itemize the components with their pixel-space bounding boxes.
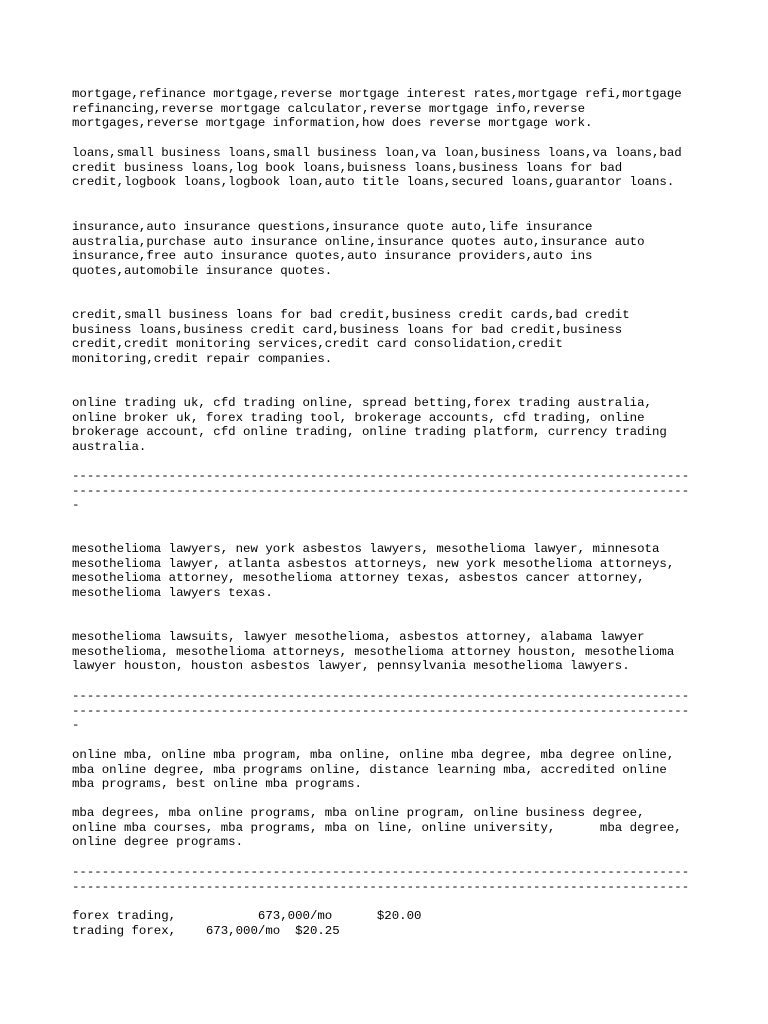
forex-price-table: forex trading, 673,000/mo $20.00 trading forex, 673,000/mo $20.25 [72, 909, 422, 938]
dashed-separator: ----------------------------------------------------------------------------------- ----------------------------------------------------------------------------------- [72, 865, 690, 894]
dashed-separator: ----------------------------------------------------------------------------------- ----------------------------------------------------------------------------------- - [72, 689, 690, 733]
dashed-separator: ----------------------------------------------------------------------------------- ----------------------------------------------------------------------------------- - [72, 469, 690, 513]
insurance-keywords-paragraph: insurance,auto insurance questions,insurance quote auto,life insurance australia,purchase auto insurance online,insurance quotes auto,insurance auto insurance,free auto insurance quotes,auto insurance providers,auto ins quotes,automobile insurance quotes. [72, 220, 645, 278]
online-mba-paragraph: online mba, online mba program, mba online, online mba degree, mba degree online, mba online degree, mba programs online, distance learning mba, accredited online mba programs, best online mba programs. [72, 748, 675, 792]
mesothelioma-lawyers-paragraph: mesothelioma lawyers, new york asbestos lawyers, mesothelioma lawyer, minnesota mesothelioma lawyer, atlanta asbestos attorneys, new york mesothelioma attorneys, mesothelioma attorney, mesothelioma attorney texas, asbestos cancer attorney, mesothelioma lawyers texas. [72, 542, 675, 600]
loans-keywords-paragraph: loans,small business loans,small business loan,va loan,business loans,va loans,bad credit business loans,log book loans,buisness loans,business loans for bad credit,logbook loans,logbook loan,auto title loans,secured loans,guarantor loans. [72, 146, 682, 190]
trading-keywords-paragraph: online trading uk, cfd trading online, spread betting,forex trading australia, online broker uk, forex trading tool, brokerage accounts, cfd trading, online brokerage account, cfd online trading, online trading platform, currency trading australia. [72, 396, 667, 454]
mortgage-keywords-paragraph: mortgage,refinance mortgage,reverse mortgage interest rates,mortgage refi,mortgage refinancing,reverse mortgage calculator,reverse mortgage info,reverse mortgages,reverse mortgage information,how does reverse mortgage work. [72, 87, 682, 131]
mba-degrees-paragraph: mba degrees, mba online programs, mba online program, online business degree, online mba courses, mba programs, mba on line, online university, mba degree, online degree programs. [72, 806, 682, 850]
credit-keywords-paragraph: credit,small business loans for bad credit,business credit cards,bad credit business loans,business credit card,business loans for bad credit,business credit,credit monitoring services,credit card consolidation,credit monitoring,credit repair companies. [72, 308, 630, 366]
mesothelioma-lawsuits-paragraph: mesothelioma lawsuits, lawyer mesothelioma, asbestos attorney, alabama lawyer mesothelioma, mesothelioma attorneys, mesothelioma attorney houston, mesothelioma lawyer houston, houston asbestos lawyer, pennsylvania mesothelioma lawyers. [72, 630, 675, 674]
